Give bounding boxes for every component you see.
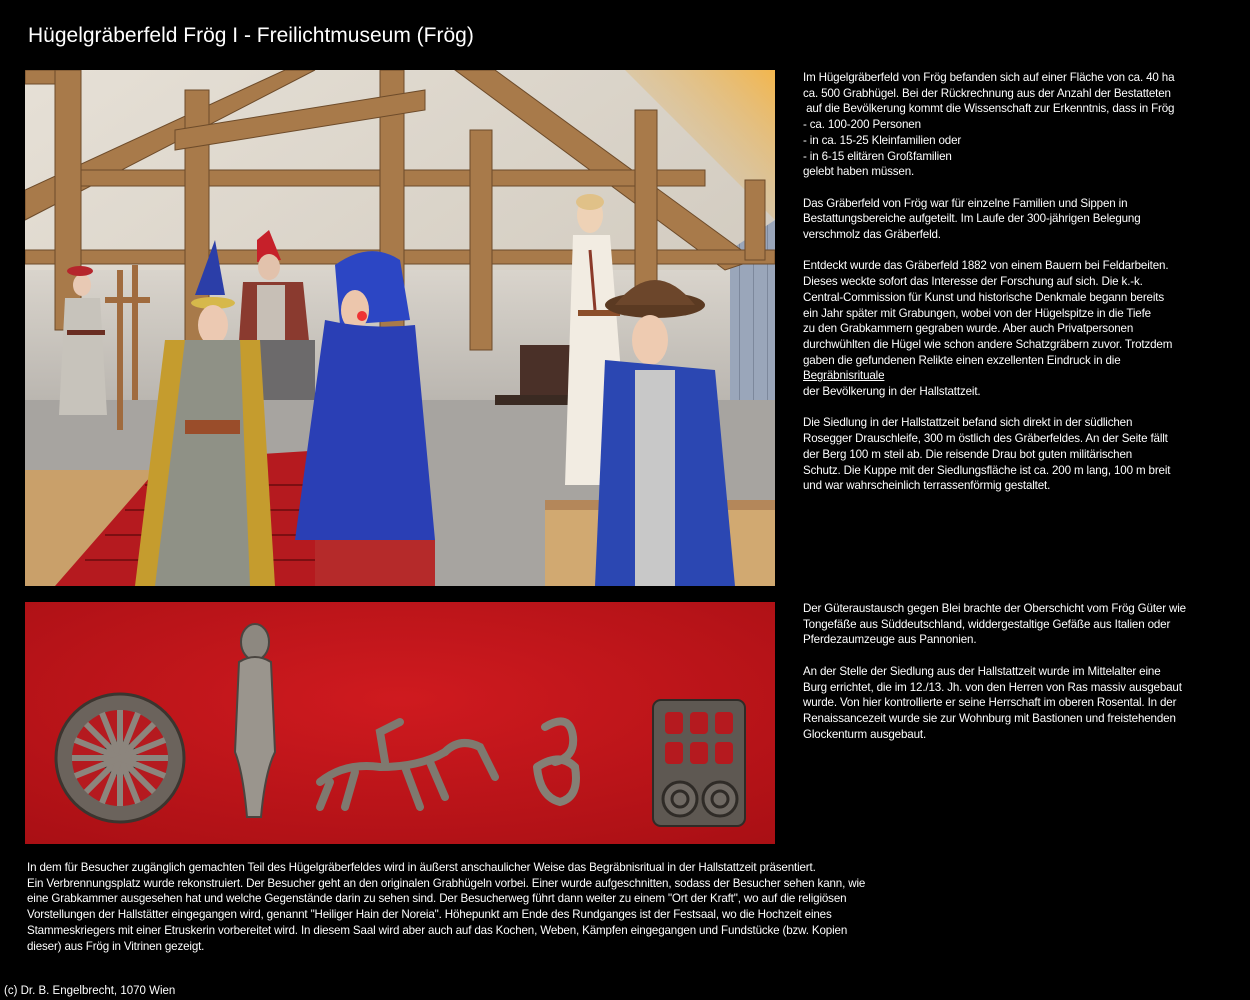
- description-text-middle: [803, 601, 1233, 758]
- plaque-artifact: [653, 700, 745, 826]
- paragraph-burial-areas: Das Gräberfeld von Frög war für einzelne Familien und Sippen in Bestattungsbereiche aufgeteilt. Im Laufe der 300-jährigen Belegung verschmolz das Gräberfeld.: [803, 196, 1141, 242]
- paragraph-population: Im Hügelgräberfeld von Frög befanden sich auf einer Fläche von ca. 40 ha ca. 500 Grabhügel. Bei der Rückrechnung aus der Anzahl der Bestatteten auf die Bevölkerung kommt die Wissenschaft zur Erkenntnis, dass in Frög - ca. 100-200 Personen - in ca. 15-25 Kleinfamilien oder - in 6-15 elitären Großfamilien gelebt haben müssen.: [803, 71, 1175, 179]
- description-text-lower: In dem für Besucher zugänglich gemachten Teil des Hügelgräberfeldes wird in äußerst anschaulicher Weise das Begräbnisritual in der Hallstattzeit präsentiert. Ein Verbrennungsplatz wurde rekonstruiert. Der Besucher geht an den originalen Grabhügeln vorbei. Einer wurde aufgeschnitten, sodass der Besucher sehen kann, wie eine Grabkammer ausgesehen hat und welche Gegenstände darin zu sehen sind. Der Besucherweg führt dann weiter zu einem "Ort der Kraft", wo auf die religiösen Vorstellungen der Hallstätter eingegangen wird, genannt "Heiliger Hain der Noreia". Höhepunkt am Ende des Rundganges ist der Festsaal, wo die Hochzeit eines Stammeskriegers mit einer Etruskerin vorbereitet wird. In diesem Saal wird aber auch auf das Kochen, Weben, Kämpfen eingegangen und Fundstücke (bzw. Kopien dieser) aus Frög in Vitrinen gezeigt.: [27, 861, 866, 953]
- burial-rituals-link[interactable]: Begräbnisrituale: [803, 369, 885, 383]
- museum-interior-photo: [25, 70, 775, 586]
- artifacts-photo: [25, 602, 775, 844]
- copyright-footer: (c) Dr. B. Engelbrecht, 1070 Wien: [4, 985, 176, 997]
- paragraph-settlement: Die Siedlung in der Hallstattzeit befand sich direkt in der südlichen Rosegger Drauschleife, 300 m östlich des Gräberfeldes. An der Seite fällt der Berg 100 m steil ab. Die reisende Drau bot guten militärischen Schutz. Die Kuppe mit der Siedlungsfläche ist ca. 200 m lang, 100 m breit und war wahrscheinlich terrassenförmig gestaltet.: [803, 416, 1171, 493]
- description-text-upper: [803, 70, 1233, 510]
- paragraph-discovery: Entdeckt wurde das Gräberfeld 1882 von einem Bauern bei Feldarbeiten. Dieses weckte sofort das Interesse der Forschung auf sich. Die k.-k. Central-Commission für Kunst und historische Denkmale begann bereits ein Jahr später mit Grabungen, wobei von der Hügelspitze in die Tiefe zu den Grabkammern gegraben wurde. Aber auch Privatpersonen durchwühlten die Hügel wie schon andere Schatzgräbern zuvor. Trotzdem gaben die gefundenen Relikte einen exzellenten Eindruck in die Begräbnisrituale der Bevölkerung in der Hallstattzeit.: [803, 259, 1173, 399]
- paragraph-trade: Der Güteraustausch gegen Blei brachte der Oberschicht vom Frög Güter wie Tongefäße aus Süddeutschland, widdergestaltige Gefäße aus Italien oder Pferdezaumzeuge aus Pannonien.: [803, 602, 1186, 647]
- wheel-artifact: [56, 694, 184, 822]
- page-title: Hügelgräberfeld Frög I - Freilichtmuseum (Frög): [28, 24, 474, 47]
- paragraph-castle: An der Stelle der Siedlung aus der Hallstattzeit wurde im Mittelalter eine Burg errichtet, die im 12./13. Jh. von den Herren von Ras massiv ausgebaut wurde. Von hier kontrollierte er seine Herrschaft im oberen Rosental. In der Renaissancezeit wurde sie zur Wohnburg mit Bastionen und freistehenden Glockenturm ausgebaut.: [803, 664, 1182, 741]
